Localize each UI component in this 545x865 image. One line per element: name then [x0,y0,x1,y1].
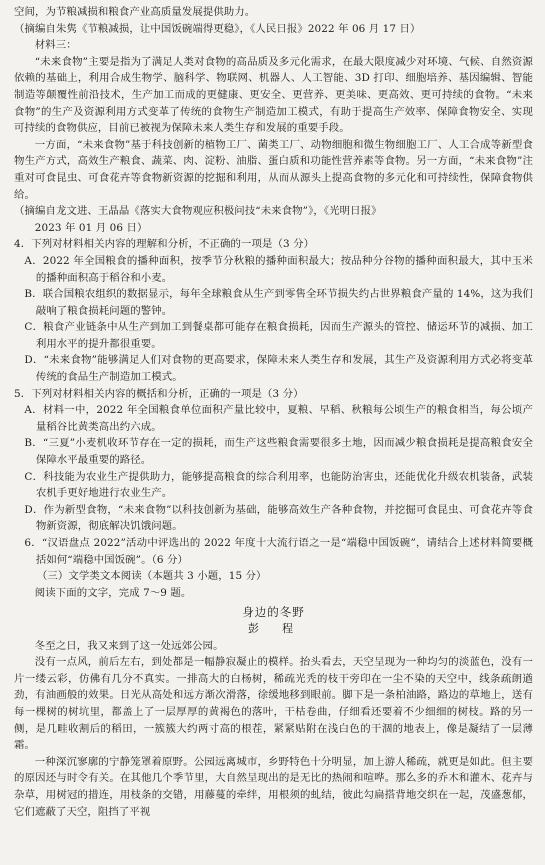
source-citation-2: （摘编自龙文进、王晶晶《落实大食物观应积极问技“未来食物”》，《光明日报》 [14,205,382,218]
question-5-option-d: D．作为新型食物，“未来食物”以科技创新为基础，能够高效生产各种食物，并挖掘可食昆虫、可食花卉等食物新资源，彻底解决饥饿问题。 [24,503,533,533]
section-3-heading: （三）文学类文本阅读（本题共 3 小题，15 分） [36,570,267,583]
question-5-option-a: A．材料一中，2022 年全国粮食单位面积产量比较中，夏粮、早稻、秋粮每公顷生产的粮食相当，每公顷产量稻谷比黄类高出约六成。 [24,404,533,433]
source-citation-2-date: 2023 年 01 月 06 日） [34,221,148,234]
question-4-option-d: D．“未来食物”能够满足人们对食物的更高要求，保障未来人类生存和发展，其生产及资源利用方式必将变革传统的食品生产制造加工模式。 [24,354,533,384]
source-citation-1: （摘编自朱隽《节粮减损，让中国饭碗端得更稳》，《人民日报》2022 年 06 月 17 日） [14,22,421,35]
material3-label: 材料三： [34,39,77,52]
section-3-instruction: 阅读下面的文字，完成 7～9 题。 [34,586,192,599]
question-5-option-b: B．“三夏”小麦机收环节存在一定的损耗，而生产这些粮食需要很多土地，因而减少粮食损耗是提高粮食安全保障水平最重要的路径。 [24,437,533,467]
story-paragraph-3: 一种深沉寥廓的宁静笼罩着原野。公园远离城市，乡野特色十分明显，加上游人稀疏，就更是如此。但主要的原因还与时令有关。在其他几个季节里，大自然呈现出的是无比的热闹和喧哗。那么多的乔木和灌木、花卉与杂草，用树冠的措连，用枝条的交错，用藤蔓的牵绊，用根须的虬结，彼此勾扁搭背地交织在一起，茂盛葱郁，它们遮蔽了天空，阻挡了平视 [14,755,533,818]
question-4-option-a: A．2022 年全国粮食的播种面积，按季节分秋粮的播种面积最大；按品种分谷物的播种面积最大，其中玉米的播种面积高于稻谷和小麦。 [24,254,533,284]
intro-line: 空间，为节粮减损和粮食产业高质量发展提供助力。 [14,6,256,18]
story-author: 彭 程 [248,621,299,635]
question-4-option-b: B．联合国粮农组织的数据显示，每年全球粮食从生产到零售全环节损失约占世界粮食产量的 14%，这为我们敲响了粮食损耗问题的警钟。 [24,288,533,317]
material3-paragraph-1: “未来食物”主要是指为了满足人类对食物的高品质及多元化需求，在最大限度减少对环境、气候、自然资源依赖的基础上，利用合成生物学、脑科学、物联网、机器人、人工智能、3D 打印、细胞培养、基因编辑、智能制造等颠覆性前沿技术，生产加工而成的更健康、更安全、更营养、更美味、更高效、更可持续的食物。“未来食物”的生产及资源利用方式变革了传统的食物生产制造加工模式，有助于提高生产效率、保障食物安全、实现可持续的食物供应，目前已被视为保障未来人类生存和发展的重要手段。 [14,55,533,135]
question-5-stem: 5．下列对材料相关内容的概括和分析，正确的一项是（3 分） [14,387,304,400]
story-paragraph-1: 冬至之日，我又来到了这一处远郊公园。 [34,639,224,652]
question-4-stem: 4．下列对材料相关内容的理解和分析，不正确的一项是（3 分） [14,238,315,251]
question-4-option-c: C．粮食产业链条中从生产到加工到餐桌都可能存在粮食损耗，因而生产源头的管控、储运环节的减损、加工利用水平的提升都很重要。 [24,321,533,350]
question-6: 6．“汉语盘点 2022”活动中评选出的 2022 年度十大流行语之一是“端稳中国饭碗”，请结合上述材料简要概括如何“端稳中国饭碗”。（6 分） [24,537,533,566]
question-5-option-c: C．科技能为农业生产提供助力，能够提高粮食的综合利用率，也能防治害虫，还能优化升级农机装备，武装农机手更好地进行农业生产。 [24,470,533,500]
story-title: 身边的冬野 [242,605,305,620]
material3-paragraph-2: 一方面，“未来食物”基于科技创新的植物工厂、菌类工厂、动物细胞和微生物细胞工厂、人工合成等新型食物生产方式，高效生产粮食、蔬菜、肉、淀粉、油脂、蛋白质和功能性营养素等食物。另一方面，“未来食物”注重对可食昆虫、可食花卉等食物新资源的挖掘和利用，从而从源头上提高食物的多元化和可持续性，保障食物供给。 [14,138,533,201]
story-paragraph-2: 没有一点风，前后左右，到处都是一幅静寂凝止的模样。抬头看去，天空呈现为一种均匀的淡蓝色，没有一片一缕云彩，仿佛有几分不真实。一排高大的白杨树，稀疏光秃的枝干旁印在一尘不染的天空中，线条疏朗遒劲，有油画般的效果。日光从高处和远方渐次滑落，徐缓地移到眼前。脚下是一条柏油路，路边的草地上，送有每一棵树的树坑里，都盖上了一层厚厚的黄褐色的落叶，干枯卷曲，仔细看还要着不少细细的树枝。路的另一侧，是几畦收割后的稻田，一簇簇大约两寸高的根茬，紧紧贴附在浅白色的干涸的地表上，像是凝结了一层薄霜。 [14,656,533,752]
